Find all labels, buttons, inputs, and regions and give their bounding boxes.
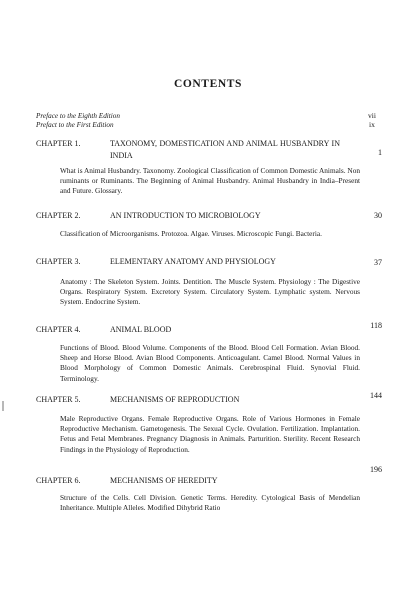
- chapter-1-page: 1: [378, 148, 382, 157]
- chapter-3-label: CHAPTER 3.: [36, 257, 81, 266]
- contents-heading: CONTENTS: [173, 78, 243, 90]
- chapter-4-title: ANIMAL BLOOD: [110, 325, 172, 334]
- chapter-3-title: ELEMENTARY ANATOMY AND PHYSIOLOGY: [110, 257, 276, 266]
- chapter-4-page: 118: [370, 321, 382, 330]
- chapter-2-page: 30: [374, 211, 382, 220]
- chapter-5-description: Male Reproductive Organs. Female Reproductive Organs. Role of Various Hormones in Female Reproductive Mechanism. Gametogenesis. The Sexual Cycle. Ovulation. Fertilization. Implantation. Fetus and Fetal Membranes. Pregnancy Diagnosis in Animals. Parturition. Sterility. Recent Research Findings in the Physiology of Reproduction.: [60, 414, 360, 454]
- chapter-2-title: AN INTRODUCTION TO MICROBIOLOGY: [110, 211, 261, 220]
- chapter-4-label: CHAPTER 4.: [36, 325, 81, 334]
- preface-first-edition-page: ix: [369, 120, 375, 129]
- chapter-6-page: 196: [370, 465, 382, 474]
- chapter-1-title: TAXONOMY, DOMESTICATION AND ANIMAL HUSBANDRY IN INDIA: [110, 139, 340, 160]
- chapter-5-label: CHAPTER 5.: [36, 395, 81, 404]
- chapter-5-page: 144: [370, 391, 382, 400]
- chapter-6-description: Structure of the Cells. Cell Division. Genetic Terms. Heredity. Cytological Basis of Mendelian Inheritance. Multiple Alleles. Modified Dihybrid Ratio: [60, 493, 360, 513]
- chapter-5-title: MECHANISMS OF REPRODUCTION: [110, 395, 240, 404]
- chapter-4-description: Functions of Blood. Blood Volume. Components of the Blood. Blood Cell Formation. Avian Blood. Sheep and Horse Blood. Avian Blood Components. Anticoagulant. Camel Blood. Normal Values in Blood Morphology of Common Domestic Animals. Cerebrospinal Fluid. Synovial Fluid. Terminology.: [60, 343, 360, 383]
- chapter-3-page: 37: [374, 258, 382, 267]
- preface-first-edition: Prefact to the First Edition: [36, 121, 114, 129]
- chapter-2-description: Classification of Microorganisms. Protozoa. Algae. Viruses. Microscopic Fungi. Bacteria.: [60, 229, 322, 238]
- preface-eighth-edition-page: vii: [368, 111, 377, 120]
- preface-eighth-edition: Preface to the Eighth Edition: [36, 112, 120, 120]
- chapter-6-label: CHAPTER 6.: [36, 476, 81, 485]
- chapter-2-label: CHAPTER 2.: [36, 211, 81, 220]
- chapter-1-description: What is Animal Husbandry. Taxonomy. Zoological Classification of Common Domestic Animals. Non ruminants or Ruminants. The Beginning of Animal Husbandry. Animal Husbandry in India–Present and Future. Glossary.: [60, 166, 360, 196]
- chapter-6-title: MECHANISMS OF HEREDITY: [110, 476, 218, 485]
- chapter-3-description: Anatomy : The Skeleton System. Joints. Dentition. The Muscle System. Physiology : The Digestive Organs. Respiratory System. Excretory System. Circulatory System. Lymphatic system. Nervous System. Endocrine System.: [60, 277, 360, 307]
- chapter-1-label: CHAPTER 1.: [36, 139, 81, 148]
- scan-margin-mark: [2, 401, 4, 411]
